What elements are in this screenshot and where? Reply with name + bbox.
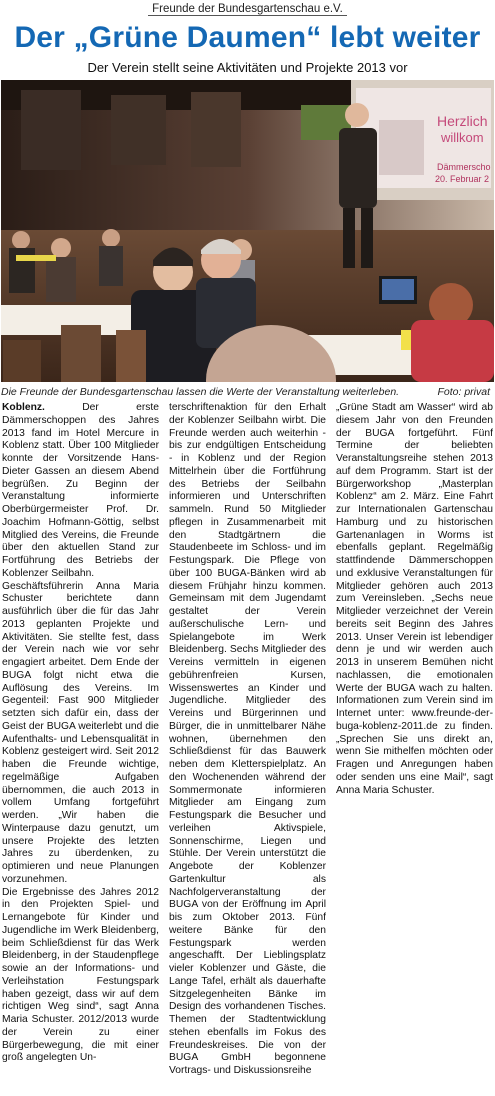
article-body bbox=[0, 402, 495, 1092]
caption-text: Die Freunde der Bundesgartenschau lassen die Werte der Veranstaltung weiterleben. bbox=[1, 386, 400, 398]
dateline: Koblenz. bbox=[2, 402, 45, 413]
paragraph-col2: terschriftenaktion für den Erhalt der Koblenzer Seilbahn wirbt. Die Freunde werden auch weiterhin - bis zur endgültigen Entscheidung - in Koblenz und der Region Mittelrhein über die Fortführung des Betriebs der Seilbahn informieren und Unterschriften sammeln. Rund 50 Mitglieder pflegen in Zusammenarbeit mit den Stadtgärtnern die Staudenbeete im Schloss- und im Festungspark. Die Pflege von über 100 BUGA-Bänken wird ab diesem Frühjahr hinzu kommen. Gemeinsam mit dem Jugendamt gestaltet der Verein außerschulische Lern- und Spielangebote im Werk Bleidenberg. Sechs Mitglieder des Vereins vermitteln in eigenen gebührenfreien Kursen, Wissenswertes an Kinder und Jugendliche. Mitglieder des Vereins und Bürgerinnen und Bürger, die in unmittelbarer Nähe wohnen, übernehmen den Schließdienst für das Bauwerk neben dem Kletterspielplatz. An den Wochenenden während der Sommermonate informieren Mitglieder am Eingang zum Festungspark die Besucher und verleihen Aktivspiele, Sonnenschirme, Liegen und Stühle. Der Verein unterstützt die Angebote der Koblenzer Gartenkultur als Nachfolgerveranstaltung der BUGA von der Eröffnung im April bis zum Oktober 2013. Fünf weitere Bänke für den Festungspark werden angeschafft. Der Lieblingsplatz vieler Koblenzer und Gäste, die Lange Tafel, erhält als dauerhafte Sitzgelegenheiten Bänke im Design des vorhandenen Tisches. Themen der Stadtentwicklung stehen ebenfalls im Fokus des Freundeskreises. Die von der BUGA GmbH begonnene Vortrags- und Diskussionsreihe bbox=[169, 402, 326, 1076]
article-column-3 bbox=[336, 402, 493, 1092]
kicker-text: Freunde der Bundesgartenschau e.V. bbox=[148, 3, 347, 16]
paragraph-intro bbox=[2, 402, 159, 581]
screen-line-4: 20. Februar 2 bbox=[435, 174, 490, 184]
headline: Der „Grüne Daumen“ lebt weiter bbox=[14, 21, 481, 54]
screen-line-3: Dämmerscho bbox=[437, 162, 491, 172]
subheadline: Der Verein stellt seine Aktivitäten und Projekte 2013 vor bbox=[87, 60, 408, 75]
screen-line-2: willkom bbox=[441, 130, 484, 145]
paragraph-3: Die Ergebnisse des Jahres 2012 in den Projekten Spiel- und Lernangebote für Kinder und Jugendliche im Werk Bleidenberg, beim Schließdienst für das Werk Bleidenberg, in der Staudenpflege sowie an der Informations- und Verleihstation Festungspark haben gezeigt, dass wir auf dem richtigen Weg sind“, sagt Anna Maria Schuster. 2012/2013 wurde der Verein zu einer Bürgerbewegung, die mit einer groß angelegten Un- bbox=[2, 886, 159, 1064]
screen-line-1: Herzlich bbox=[437, 113, 488, 129]
paragraph-col3: „Grüne Stadt am Wasser“ wird ab diesem Jahr von den Freunden der BUGA fortgeführt. Fünf Termine der beliebten Veranstaltungsreihe stehen 2013 auf dem Programm. Start ist der Bürgerworkshop „Masterplan Koblenz“ am 2. März. Eine Fahrt zur Internationalen Gartenschau Hamburg und zu historischen Gartenanlagen in Worms ist ebenfalls geplant. Regelmäßig stattfindende Dämmerschoppen und exklusive Veranstaltungen für Mitglieder gehören auch 2013 zum Vereinsleben. „Sechs neue Mitglieder verzeichnet der Verein bereits seit Beginn des Jahres 2013. Unser Verein ist lebendiger denn je und wir werden auch 2013 in unserem Bemühen nicht nachlassen, die emotionalen Werte der BUGA wach zu halten. Informationen zum Verein sind im Internet unter: www.freunde-der-buga-koblenz-2011.de zu finden. „Sprechen Sie uns direkt an, wenn Sie mithelfen möchten oder Fragen und Anregungen haben oder senden uns eine Mail“, sagt Anna Maria Schuster. bbox=[336, 402, 493, 796]
photo-caption bbox=[1, 384, 494, 400]
photo-credit: Foto: privat bbox=[437, 386, 490, 398]
event-photo bbox=[1, 80, 494, 382]
section-kicker bbox=[0, 0, 495, 18]
event-photo-illustration bbox=[1, 80, 494, 382]
article-column-1 bbox=[2, 402, 159, 1092]
article-column-2 bbox=[169, 402, 326, 1092]
paragraph-2: Geschäftsführerin Anna Maria Schuster berichtete dann ausführlich über die für das Jahr 2013 geplanten Projekte und Aktivitäten. Sie stellte fest, dass der Verein nach wie vor sehr engagiert arbeitet. Dem Ende der BUGA folgt nicht etwa die Auflösung des Vereins. Im Gegenteil: Fast 900 Mitglieder setzten sich dafür ein, dass der Geist der BUGA weiterlebt und die Aufenthalts- und Lebensqualität in Koblenz gesteigert wird. Seit 2012 haben die Freunde wichtige, regelmäßige Aufgaben übernommen, die auch 2013 in vollem Umfang fortgeführt werden. „Wir haben die Winterpause dazu genutzt, um unsere Projekte des letzten Jahres zu überdenken, zu optimieren und neue Planungen vorzunehmen. bbox=[2, 580, 159, 885]
intro-text: Der erste Dämmerschoppen des Jahres 2013 fand im Hotel Mercure in Koblenz statt. Über 100 Mitglieder konnte der Vorsitzende Hans-Dieter Gassen an diesem Abend begrüßen. Zu Beginn der Veranstaltung informierte Oberbürgermeister Prof. Dr. Joachim Hofmann-Göttig, selbst Mitglied des Vereins, die Freunde über den aktuellen Stand zur Fortführung des Betriebs der Koblenzer Seilbahn. bbox=[2, 402, 159, 579]
